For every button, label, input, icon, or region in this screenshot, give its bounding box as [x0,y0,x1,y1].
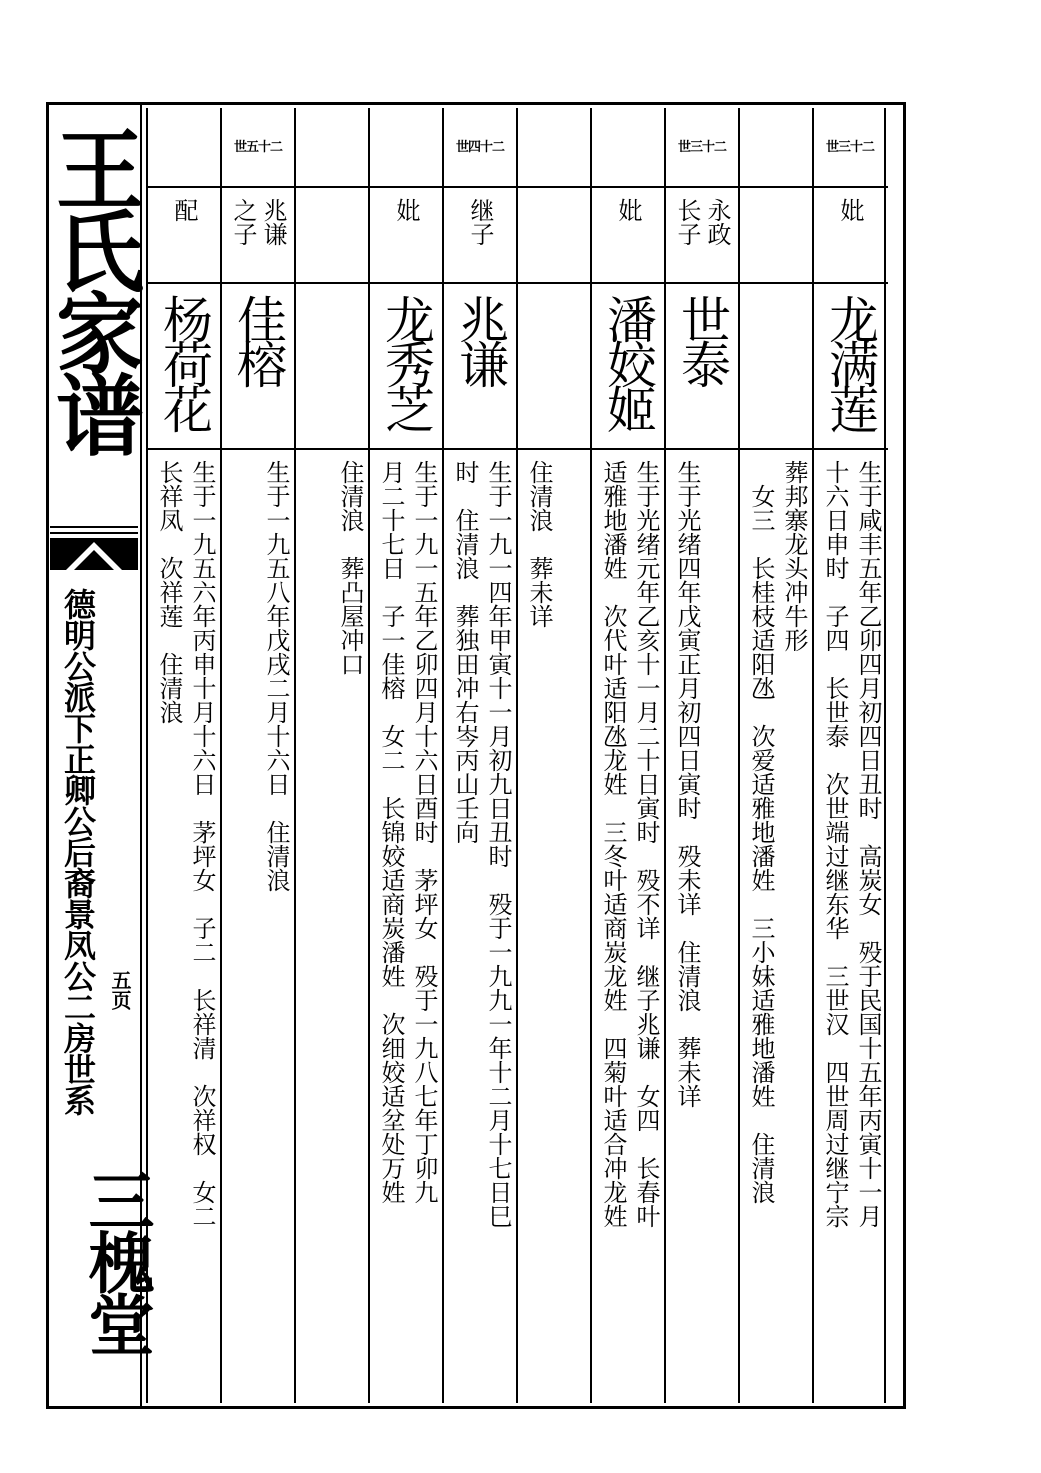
spine-rule [50,532,138,534]
table-column [664,108,738,1403]
table-column [738,108,812,1403]
person-name: 龙满莲 [821,294,879,429]
relation-cell [666,198,738,284]
person-name: 世泰 [673,294,731,384]
relation-cell [222,198,294,284]
person-name: 潘姣姬 [599,294,657,429]
book-title: 王氏家谱 [42,124,146,452]
table-column [516,108,590,1403]
page-number: 五页 [108,970,132,1010]
biography-text: 生于光绪四年戊寅正月初四日寅时 殁未详 住清浪 葬未详 [673,460,701,1108]
row-divider [296,448,370,450]
relation-cell [518,198,590,284]
row-divider [148,186,222,188]
biography-text: 生于一九一四年甲寅十一月初九日丑时 殁于一九九一年十二月十七日巳 时 住清浪 葬独田冲右岑丙山壬向 [451,460,512,1228]
chevron-up-icon [50,538,138,570]
genealogy-table [142,108,886,1403]
biography-text: 生于一九一五年乙卯四月十六日酉时 茅坪女 殁于一九八七年丁卯九 月二十七日 子一佳榕 女二 长锦姣适商炭潘姓 次细姣适坌处万姓 [377,460,438,1204]
biography-text: 生于一九五六年丙申十月十六日 茅坪女 子二 长祥清 次祥权 女二 长祥凤 次祥莲 住清浪 [155,460,216,1228]
table-column [442,108,516,1403]
relation-cell [370,198,442,284]
relation-cell [444,198,516,284]
row-divider [666,448,740,450]
row-divider [592,448,666,450]
generation-label: 世五十二 [233,140,282,155]
hall-name: 三槐堂 [77,1167,155,1353]
person-name: 龙秀芝 [377,294,435,429]
row-divider [222,448,296,450]
relation-label: 永政 长子 [673,198,731,246]
table-column [368,108,442,1403]
table-column [220,108,294,1403]
relation-cell [148,198,220,284]
biography-text: 葬邦寨龙头冲牛形 女三 长桂枝适阳氹 次爱适雅地潘姓 三小妹适雅地潘姓 住清浪 [747,460,808,1204]
person-name: 兆谦 [451,294,509,384]
row-divider [592,186,666,188]
relation-label: 配 [170,198,198,222]
row-divider [518,186,592,188]
row-divider [444,448,518,450]
table-column [294,108,368,1403]
relation-label: 妣 [392,198,420,222]
biography-text: 生于咸丰五年乙卯四月初四日丑时 高炭女 殁于民国十五年丙寅十一月 十六日申时 子四 长世泰 次世端过继东华 三世汉 四世周过继宁宗 [821,460,882,1228]
table-column [590,108,664,1403]
relation-cell [740,198,812,284]
relation-cell [592,198,664,284]
relation-label: 妣 [836,198,864,222]
person-name: 佳榕 [229,294,287,384]
biography-text: 生于光绪元年乙亥十一月二十日寅时 殁不详 继子兆谦 女四 长春叶 适雅地潘姓 次代叶适阳氹龙姓 三冬叶适商炭龙姓 四菊叶适合冲龙姓 [599,460,660,1228]
row-divider [814,186,888,188]
lineage-subtitle: 德明公派下正卿公后裔景凤公二房世系 [59,588,97,1115]
generation-label: 世四十二 [455,140,504,155]
spine-rule [50,526,138,528]
relation-cell [296,198,368,284]
row-divider [148,448,222,450]
row-divider [222,186,296,188]
relation-label: 妣 [614,198,642,222]
row-divider [370,448,444,450]
biography-text: 住清浪 葬未详 [525,460,553,628]
relation-label: 继子 [466,198,494,246]
generation-label: 世三十二 [677,140,726,155]
person-name: 杨荷花 [155,294,213,429]
row-divider [370,186,444,188]
row-divider [518,448,592,450]
biography-text: 生于一九五八年戊戌二月十六日 住清浪 [262,460,290,892]
row-divider [296,186,370,188]
generation-label: 世三十二 [825,140,874,155]
row-divider [740,448,814,450]
biography-text: 住清浪 葬凸屋冲口 [336,460,364,676]
table-column [812,108,886,1403]
table-column [146,108,220,1403]
row-divider [740,186,814,188]
relation-label: 兆谦 之子 [229,198,287,246]
relation-cell [814,198,886,284]
row-divider [666,186,740,188]
spine [42,102,155,1409]
row-divider [814,448,888,450]
row-divider [444,186,518,188]
